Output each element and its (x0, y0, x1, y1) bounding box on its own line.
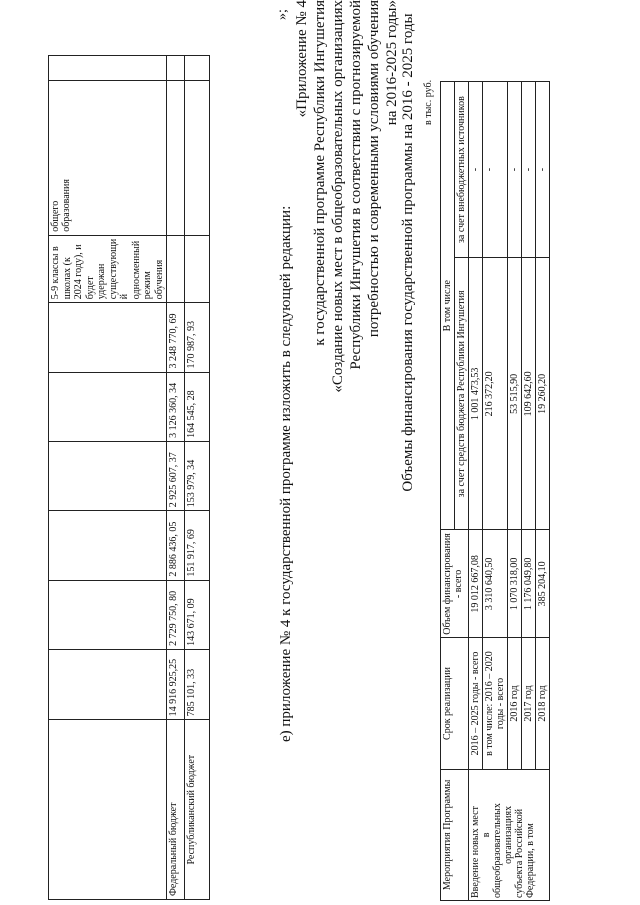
desc-line: удержан (96, 263, 107, 300)
header-including: В том числе (441, 82, 455, 531)
desc-line: школах (к (61, 257, 73, 300)
header-row (441, 82, 455, 901)
desc-line: будет (84, 276, 96, 300)
row-name-republic: Республиканский бюджет (185, 720, 210, 900)
period-cell: 2016 – 2025 годы - всего (469, 638, 483, 769)
value-cell: 170 987, 93 (185, 303, 210, 372)
table-cell (185, 235, 210, 302)
appendix-header-line: на 2016-2025 годы» (384, 0, 400, 126)
period-cell: 2016 год (508, 638, 522, 769)
value-cell: 151 917, 69 (185, 511, 210, 580)
period-cell: 2018 год (536, 638, 550, 769)
budget-cell: 19 260,20 (536, 258, 550, 530)
value-cell: 3 248 770, 69 (167, 303, 185, 372)
measure-line: субъекта Российской (514, 808, 525, 898)
table-cell (167, 235, 185, 302)
goal-cell (49, 80, 167, 235)
extra-cell: - (483, 82, 508, 258)
unit-note: в тыс. руб. (423, 79, 434, 125)
measure-cell (469, 769, 550, 900)
volume-cell: 1 176 049,80 (522, 530, 536, 638)
value-cell: 153 979, 34 (185, 441, 210, 510)
goal-line: общего (50, 200, 61, 232)
table-row (469, 82, 483, 901)
header-volume: Объем финансирования - всего (441, 530, 469, 638)
desc-line: обучения (153, 259, 165, 300)
measure-line: в (481, 832, 492, 838)
budget-cell: 53 515,90 (508, 258, 522, 530)
extra-cell: - (508, 82, 522, 258)
period-cell: в том числе: 2016 – 2020 годы - всего (483, 638, 508, 769)
value-cell: 3 126 360, 34 (167, 372, 185, 441)
amendment-text: е) приложение № 4 к государственной программе изложить в следующей редакции: (278, 205, 294, 742)
budget-cell: 216 372,20 (483, 258, 508, 530)
value-cell: 785 101, 33 (185, 649, 210, 719)
extra-cell: - (536, 82, 550, 258)
header-period: Срок реализации (441, 638, 469, 769)
measure-line: Введение новых мест (470, 806, 481, 898)
table-cell (49, 511, 167, 580)
budget-continuation-table (48, 55, 210, 900)
volume-cell: 1 070 318,00 (508, 530, 522, 638)
value-cell: 2 729 750, 80 (167, 580, 185, 649)
goal-line: образования (61, 179, 72, 232)
value-cell: 2 925 607, 37 (167, 441, 185, 510)
appendix-header-line: к государственной программе Республики Ингушетия (312, 0, 328, 346)
table-row (49, 56, 167, 900)
table-cell (49, 720, 167, 900)
volume-cell: 385 204,10 (536, 530, 550, 638)
header-extra: за счет внебюджетных источников (455, 82, 469, 258)
financing-title: Объемы финансирования государственной программы на 2016 - 2025 годы (400, 13, 416, 492)
budget-cell: 1 001 473,53 (469, 258, 483, 530)
header-budget: за счет средств бюджета Республики Ингушетия (455, 258, 469, 530)
desc-line: односменный (130, 240, 142, 300)
table-cell (49, 649, 167, 719)
desc-line: й (119, 293, 130, 300)
table-cell (49, 372, 167, 441)
table-cell (185, 80, 210, 235)
table-cell (185, 56, 210, 81)
desc-line: 2024 году), и (73, 244, 84, 300)
financing-table (440, 81, 550, 901)
measure-line: Федерации, в том (525, 823, 536, 898)
table-row (167, 56, 185, 900)
table-cell (49, 441, 167, 510)
closing-quote-mark: »; (275, 9, 290, 20)
extra-cell: - (522, 82, 536, 258)
goal-description-cell (49, 235, 167, 302)
budget-cell: 109 642,60 (522, 258, 536, 530)
table-cell (49, 56, 167, 81)
volume-cell: 19 012 667,08 (469, 530, 483, 638)
volume-cell: 3 310 640,50 (483, 530, 508, 638)
desc-line: 5-9 классы в (50, 246, 61, 300)
value-cell: 143 671, 09 (185, 580, 210, 649)
value-cell: 14 916 925,25 (167, 649, 185, 719)
table-cell (49, 303, 167, 372)
extra-cell: - (469, 82, 483, 258)
table-cell (49, 580, 167, 649)
table-row (185, 56, 210, 900)
row-name-federal: Федеральный бюджет (167, 720, 185, 900)
appendix-header-line: потребностью и современными условиями обучения (366, 0, 382, 338)
appendix-header-line: «Создание новых мест в общеобразовательных организациях (330, 0, 346, 393)
table-cell (167, 56, 185, 81)
measure-line: общеобразовательных (492, 803, 503, 898)
value-cell: 164 545, 28 (185, 372, 210, 441)
desc-line: режим (142, 271, 153, 300)
desc-line: существующи (107, 238, 119, 300)
appendix-header-line: «Приложение № 4 (294, 0, 310, 118)
value-cell: 2 886 436, 05 (167, 511, 185, 580)
table-cell (167, 80, 185, 235)
period-cell: 2017 год (522, 638, 536, 769)
measure-line: организациях (503, 805, 514, 864)
header-measure: Мероприятия Программы (441, 769, 469, 900)
appendix-header-line: Республики Ингушетия в соответствии с прогнозируемой (348, 0, 364, 370)
